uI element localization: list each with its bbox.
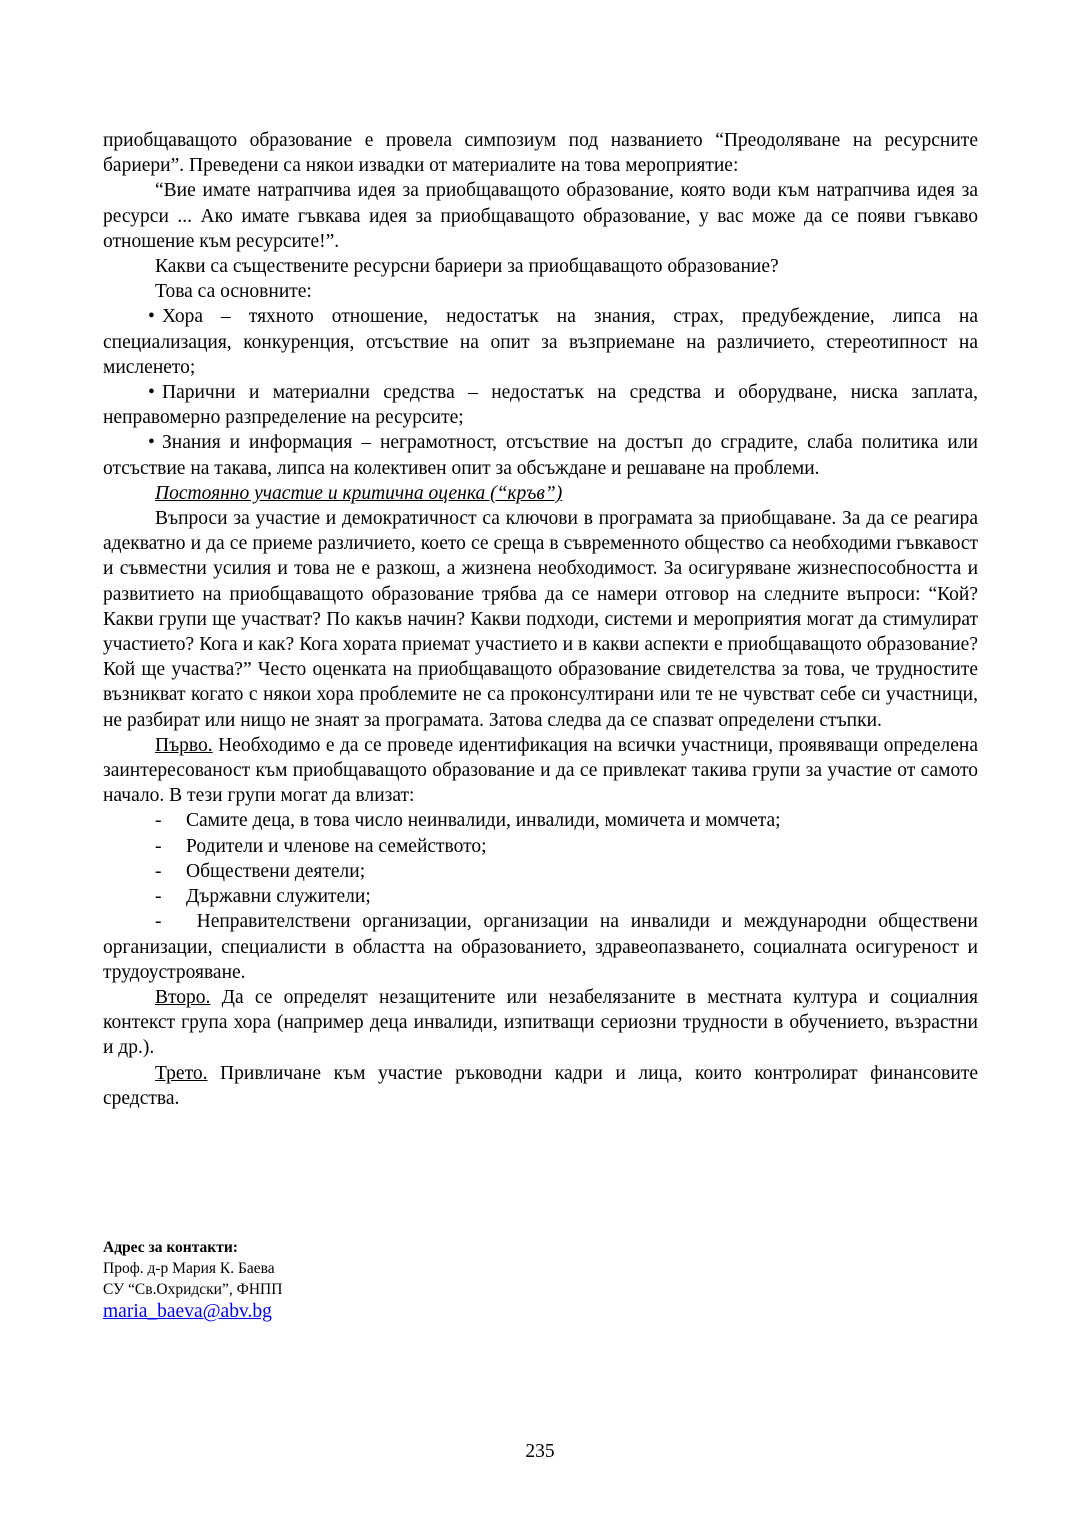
dash-item-text: Неправителствени организации, организации на инвалиди и международни обществени организации, специалисти в областта на образованието, здравеопазването, социалната осигуреност и трудоустрояване. [103,911,978,983]
dash-item-text: Родители и членове на семейството; [186,835,487,857]
bullet-icon: • [148,432,155,454]
main-intro-paragraph: Това са основните: [155,281,312,303]
dash-icon: - [155,810,162,832]
participation-paragraph: Въпроси за участие и демократичност са ключови в програмата за приобщаване. За да се реагира адекватно и да се приеме различието, което се среща в съвременното общество са необходими гъвкавост и съвместни усилия и това не е разкош, а жизнена необходимост. За осигуряване жизнеспособността и развитието на приобщаващото образование трябва да се намери отговор на следните въпроси: “Кой? Какви групи ще участват? По какъв начин? Какви подходи, системи и мероприятия могат да стимулират участието? Кога и как? Кога хората приемат участието и в какви аспекти е приобщаващото образование? Кой ще участва?” Често оценката на приобщаващото образование свидетелства за това, че трудностите възникват когато с някои хора проблемите не са проконсултирани или те не чувстват себе си участници, не разбират или нищо не знаят за програмата. Затова следва да се спазват определени стъпки. [103,508,978,731]
first-step-paragraph [103,733,978,809]
dash-item-text: Самите деца, в това число неинвалиди, инвалиди, момичета и момчета; [186,810,781,832]
dash-item-children [103,808,978,833]
page-body [103,128,978,1111]
quote-paragraph: “Вие имате натрапчива идея за приобщаващото образование, която води към натрапчива идея за ресурси ... Ако имате гъвкава идея за приобщаващото образование, у вас може да се появи гъвкаво отношение към ресурсите!”. [103,180,978,252]
dash-item-public-figures [103,859,978,884]
section-heading-row [103,481,978,506]
dash-icon: - [155,886,162,908]
dash-icon: - [155,835,162,857]
bullet-item-people [103,304,978,380]
third-step-label: Трето. [155,1062,208,1084]
page-number: 235 [525,1441,555,1462]
dash-item-civil-servants [103,884,978,909]
intro-paragraph: приобщаващото образование е провела симпозиум под названието “Преодоляване на ресурсните бариери”. Преведени са някои извадки от материалите на това мероприятие: [103,130,978,177]
second-step-paragraph [103,985,978,1061]
first-step-text: Необходимо е да се проведе идентификация на всички участници, проявяващи определена заинтересованост към приобщаващото образование и да се привлекат такива групи за участие от самото начало. В тези групи могат да влизат: [103,734,978,807]
dash-icon: - [155,911,162,933]
third-step-text: Привличане към участие ръководни кадри и лица, които контролират финансовите средства. [103,1062,978,1109]
contact-affiliation: СУ “Св.Охридски”, ФНПП [103,1281,283,1298]
contact-name: Проф. д-р Мария К. Баева [103,1260,275,1277]
contact-heading: Адрес за контакти: [103,1239,238,1256]
first-step-label: Първо. [155,734,213,756]
bullet-text: Парични и материални средства – недостатък на средства и оборудване, ниска заплата, неправомерно разпределение на ресурсите; [103,382,978,429]
section-heading: Постоянно участие и критична оценка (“кръв”) [155,482,563,504]
bullet-icon: • [148,306,155,328]
second-step-label: Второ. [155,986,211,1008]
second-step-text: Да се определят незащитените или незабелязаните в местната култура и социалния контекст група хора (например деца инвалиди, изпитващи сериозни трудности в обучението, възрастни и др.). [103,986,978,1059]
dash-item-parents [103,834,978,859]
third-step-paragraph [103,1061,978,1111]
question-paragraph: Какви са съществените ресурсни бариери за приобщаващото образование? [155,256,779,278]
bullet-item-knowledge [103,430,978,480]
bullet-item-money [103,380,978,430]
bullet-text: Знания и информация – неграмотност, отсъствие на достъп до сградите, слаба политика или отсъствие на такава, липса на колективен опит за обсъждане и решаване на проблеми. [103,432,978,479]
contact-block [103,1237,282,1324]
bullet-icon: • [148,382,155,404]
contact-email-link[interactable]: maria_baeva@abv.bg [103,1301,272,1322]
dash-item-ngos [103,909,978,985]
dash-icon: - [155,860,162,882]
dash-item-text: Държавни служители; [186,886,371,908]
dash-item-text: Обществени деятели; [186,860,366,882]
bullet-text: Хора – тяхното отношение, недостатък на знания, страх, предубеждение, липса на специализация, конкуренция, отсъствие на опит за възприемане на различието, стереотипност на мисленето; [103,306,978,378]
